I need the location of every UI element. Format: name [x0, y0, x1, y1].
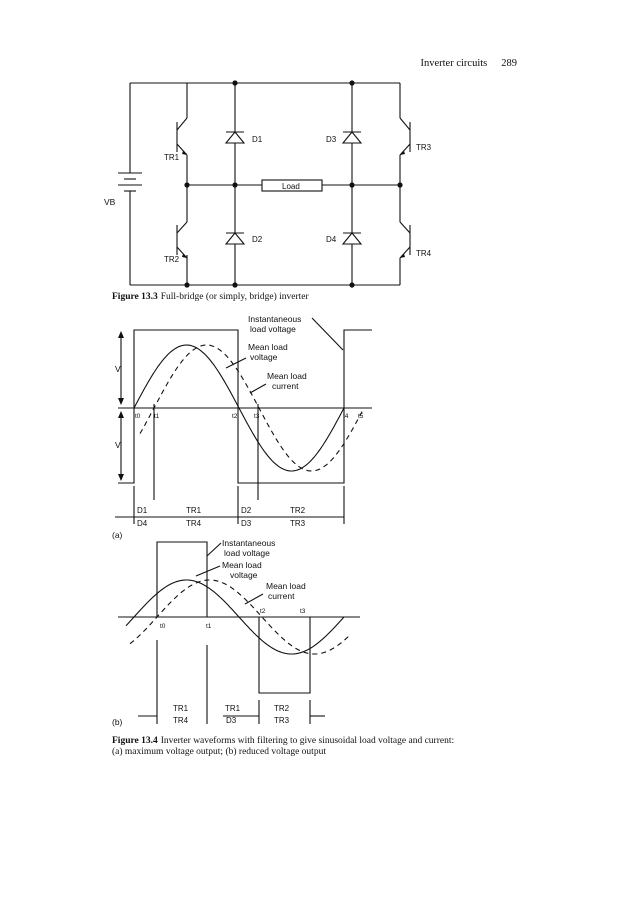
seg3-bottom-b: TR3 [274, 716, 290, 725]
mean-current-label-a-2: current [272, 381, 299, 391]
figure-13-4-caption [112, 736, 542, 758]
tr2-label: TR2 [164, 255, 180, 264]
seg2-top-a: TR1 [186, 506, 202, 515]
inst-voltage-label-a-2: load voltage [250, 324, 296, 334]
supply-label: VB [104, 197, 116, 207]
t1-label-a: t1 [154, 413, 160, 420]
mean-voltage-label-a-1: Mean load [248, 342, 288, 352]
seg3-top-b: TR2 [274, 704, 290, 713]
seg2-bottom-a: TR4 [186, 519, 202, 528]
figure-13-3-caption [112, 292, 309, 303]
d2-label: D2 [252, 235, 263, 244]
battery [118, 83, 142, 285]
t5-label-a: t5 [358, 413, 364, 420]
diode-d3 [343, 132, 361, 143]
panel-b-tag: (b) [112, 717, 123, 727]
figure-13-3-label: Figure 13.3 [112, 292, 158, 302]
seg1-bottom-a: D4 [137, 519, 148, 528]
t2-label-b: t2 [260, 608, 266, 615]
seg2-top-b: TR1 [225, 704, 241, 713]
mean-current-label-a-1: Mean load [267, 371, 307, 381]
page-number: 289 [501, 58, 517, 69]
mean-voltage-label-b-2: voltage [230, 570, 258, 580]
mean-current-label-b-1: Mean load [266, 581, 306, 591]
transistor-tr3 [400, 118, 410, 155]
figure-13-4-label: Figure 13.4 [112, 736, 158, 746]
v-upper-label: V [115, 364, 121, 374]
figure-13-4-text-2: (a) maximum voltage output; (b) reduced voltage output [112, 747, 326, 757]
mean-voltage-label-a-2: voltage [250, 352, 278, 362]
t3-label-a: t3 [254, 413, 260, 420]
inst-voltage-label-a-1: Instantaneous [248, 314, 302, 324]
diode-d2 [226, 233, 244, 244]
seg1-top-a: D1 [137, 506, 148, 515]
running-title: Inverter circuits [420, 58, 488, 69]
seg4-top-a: TR2 [290, 506, 306, 515]
seg4-bottom-a: TR3 [290, 519, 306, 528]
load-label: Load [282, 182, 300, 191]
diode-d4 [343, 233, 361, 244]
panel-a-tag: (a) [112, 530, 123, 540]
transistor-tr4 [400, 222, 410, 258]
seg1-top-b: TR1 [173, 704, 189, 713]
tr3-label: TR3 [416, 143, 432, 152]
t2-label-a: t2 [232, 413, 238, 420]
t0-label-b: t0 [160, 623, 166, 630]
t1-label-b: t1 [206, 623, 212, 630]
waveform-panel-a [112, 314, 372, 540]
inst-voltage-label-b-2: load voltage [224, 548, 270, 558]
t4-label-a: t4 [343, 413, 349, 420]
figure-13-3-text: Full-bridge (or simply, bridge) inverter [160, 292, 309, 302]
tr1-label: TR1 [164, 153, 180, 162]
t3-label-b: t3 [300, 608, 306, 615]
v-lower-label: V [115, 440, 121, 450]
diode-d1 [226, 132, 244, 143]
d3-label: D3 [326, 135, 337, 144]
transistor-tr1 [177, 118, 187, 155]
seg3-top-a: D2 [241, 506, 252, 515]
mean-current-label-b-2: current [268, 591, 295, 601]
seg1-bottom-b: TR4 [173, 716, 189, 725]
seg3-bottom-a: D3 [241, 519, 252, 528]
square-wave-a [118, 330, 372, 483]
d1-label: D1 [252, 135, 263, 144]
figure-13-4-text-1: Inverter waveforms with filtering to give sinusoidal load voltage and current: [160, 736, 455, 746]
bridge-circuit [104, 80, 432, 287]
inst-voltage-label-b-1: Instantaneous [222, 538, 276, 548]
waveform-panel-b [112, 538, 360, 727]
t0-label-a: t0 [135, 413, 141, 420]
d4-label: D4 [326, 235, 337, 244]
seg2-bottom-b: D3 [226, 716, 237, 725]
tr4-label: TR4 [416, 249, 432, 258]
mean-voltage-label-b-1: Mean load [222, 560, 262, 570]
transistor-tr2 [177, 222, 187, 258]
